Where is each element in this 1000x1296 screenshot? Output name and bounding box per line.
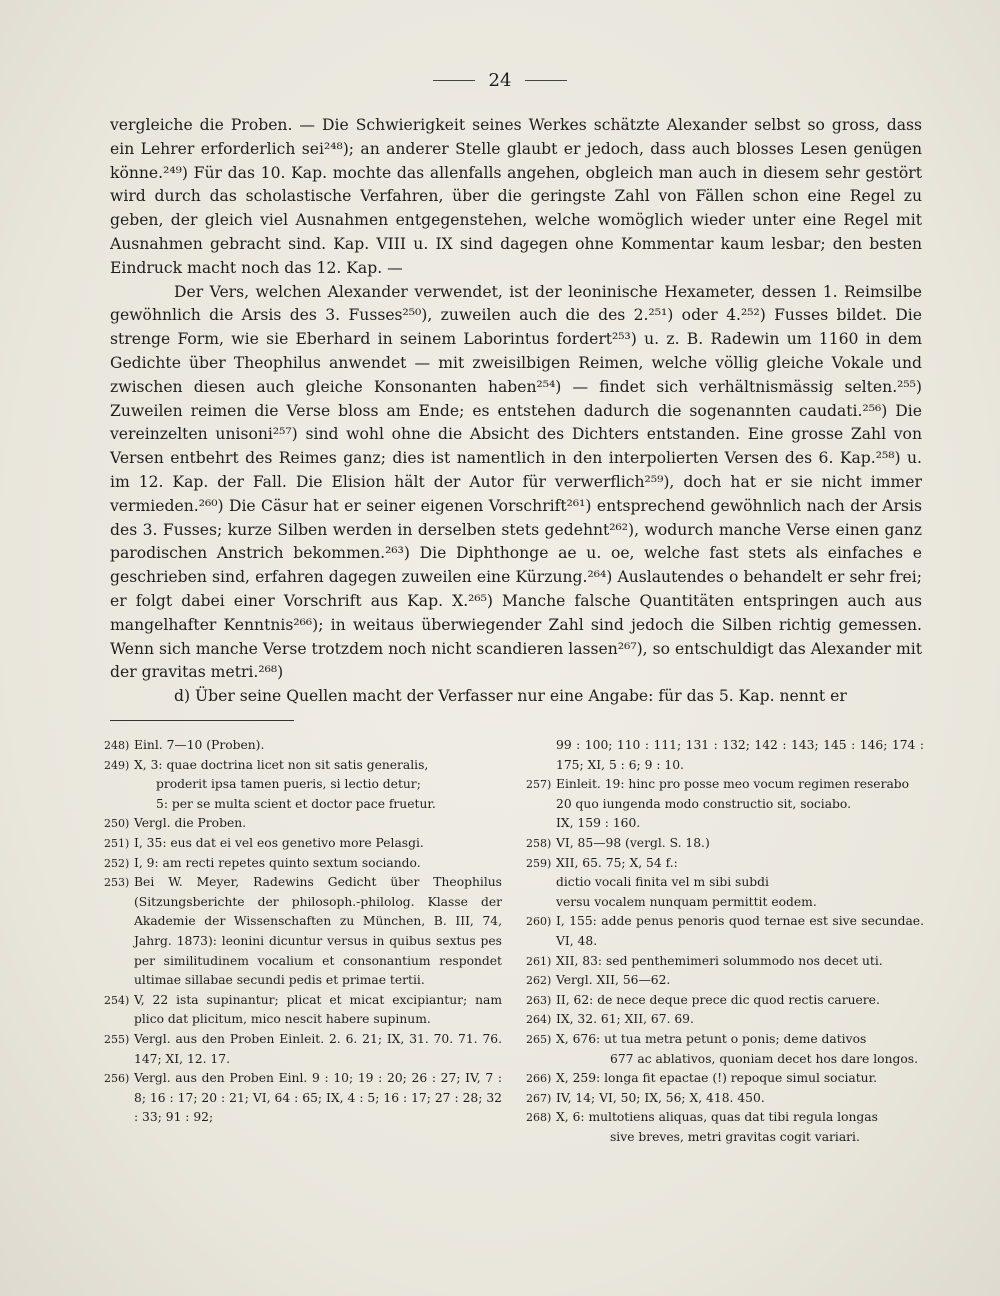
footnote-263	[526, 991, 924, 1011]
footnote-text: Vergl. aus den Proben Einl. 9 : 10; 19 : 20; 26 : 27; IV, 7 : 8; 16 : 17; 20 : 21; VI, 64 : 65; IX, 4 : 5; 16 : 17; 27 : 28; 32 : 33; 91 : 92;	[134, 1071, 502, 1125]
footnote-259	[526, 854, 924, 913]
footnote-text: IX, 32. 61; XII, 67. 69.	[556, 1012, 694, 1027]
footnote-256-continuation: 99 : 100; 110 : 111; 131 : 132; 142 : 143; 145 : 146; 174 : 175; XI, 5 : 6; 9 : 10.	[556, 738, 924, 772]
footnote-267	[526, 1089, 924, 1109]
footnote-text: X, 676: ut tua metra petunt o ponis; deme dativos	[556, 1031, 867, 1046]
footnote-text: I, 35: eus dat ei vel eos genetivo more Pelasgi.	[134, 835, 424, 850]
footnote-number: 254)	[104, 993, 130, 1007]
footnote-266	[526, 1069, 924, 1089]
footnote-262	[526, 971, 924, 991]
footnote-268	[526, 1108, 924, 1147]
footnote-253	[104, 873, 502, 991]
footnote-265	[526, 1030, 924, 1069]
footnote-number: 267)	[526, 1091, 552, 1105]
footnote-number: 256)	[104, 1072, 130, 1086]
footnote-number: 248)	[104, 739, 130, 752]
footnote-number: 255)	[104, 1032, 130, 1046]
footnote-text: I, 155: adde penus penoris quod ternae est sive secundae. VI, 48.	[556, 914, 924, 948]
footnote-256	[104, 1069, 502, 1128]
footnote-number: 265)	[526, 1032, 552, 1046]
footnote-text: V, 22 ista supinantur; plicat et micat excipiantur; nam plico dat plicitum, mico nescit habere supinum.	[134, 992, 502, 1027]
footnote-verse-line: 20 quo iungenda modo constructio sit, sociabo.	[556, 796, 852, 811]
body-paragraph-3: d) Über seine Quellen macht der Verfasser nur eine Angabe: für das 5. Kap. nennt er	[174, 687, 847, 706]
footnote-261	[526, 952, 924, 972]
header-rule-right	[525, 80, 567, 81]
page-header	[0, 70, 1000, 91]
footnote-verse-line: proderit ipsa tamen pueris, si lectio detur;	[156, 777, 421, 792]
footnote-text: Bei W. Meyer, Radewins Gedicht über Theophilus (Sitzungsberichte der philosoph.-philolog. Klasse der Akademie der Wissenschaften zu München, B. III, 74, Jahrg. 1873): leonini dicuntur versus in quibus sextus pes per similitudinem vocalium et consonantium respondet ultimae sillabae secundi pedis et primae tertii.	[134, 875, 502, 988]
page-number: 24	[488, 70, 512, 91]
footnote-text: I, 9: am recti repetes quinto sextum sociando.	[134, 855, 421, 870]
footnote-number: 253)	[104, 876, 130, 890]
main-text	[110, 114, 922, 709]
footnote-number: 259)	[526, 856, 552, 870]
footnote-number: 257)	[526, 778, 552, 792]
footnote-text: XII, 65. 75; X, 54 f.:	[556, 855, 678, 870]
footnote-rule	[110, 720, 294, 721]
footnote-number: 250)	[104, 817, 130, 831]
footnote-number: 268)	[526, 1111, 552, 1125]
footnote-252	[104, 854, 502, 874]
body-paragraph-2: Der Vers, welchen Alexander verwendet, ist der leoninische Hexameter, dessen 1. Reimsilbe gewöhnlich die Arsis des 3. Fusses²⁵⁰), zuweilen auch die des 2.²⁵¹) oder 4.²⁵²) Fusses bildet. Die strenge Form, wie sie Eberhard in seinem Laborintus fordert²⁵³) u. z. B. Radewin um 1160 in dem Gedichte über Theophilus anwendet — mit zweisilbigen Reimen, welche völlig gleiche Vokale und zwischen diesen auch gleiche Konsonanten haben²⁵⁴) — findet sich verhältnismässig selten.²⁵⁵) Zuweilen reimen die Verse bloss am Ende; es entstehen dadurch die sogenannten caudati.²⁵⁶) Die vereinzelten unisoni²⁵⁷) sind wohl ohne die Absicht des Dichters entstanden. Eine grosse Zahl von Versen entbehrt des Reimes ganz; dies ist namentlich in den interpolierten Versen des 6. Kap.²⁵⁸) u. im 12. Kap. der Fall. Die Elision hält der Autor für verwerflich²⁵⁹), doch hat er sie nicht immer vermieden.²⁶⁰) Die Cäsur hat er seiner eigenen Vorschrift²⁶¹) entsprechend gewöhnlich nach der Arsis des 3. Fusses; kurze Silben werden in derselben stets gedehnt²⁶²), wodurch manche Verse einen ganz parodischen Anstrich bekommen.²⁶³) Die Diphthonge ae u. oe, welche fast stets als einfaches e geschrieben sind, erfahren dagegen zuweilen eine Kürzung.²⁶⁴) Auslautendes o behandelt er sehr frei; er folgt dabei einer Vorschrift aus Kap. X.²⁶⁵) Manche falsche Quantitäten entspringen auch aus mangelhafter Kenntnis²⁶⁶); in weitaus überwiegender Zahl sind jedoch die Silben richtig gemessen. Wenn sich manche Verse trotzdem noch nicht scandieren lassen²⁶⁷), so entschuldigt das Alexander mit der gravitas metri.²⁶⁸)	[110, 282, 922, 682]
footnote-text: Vergl. XII, 56—62.	[556, 973, 671, 988]
header-rule-left	[433, 80, 475, 81]
footnote-248	[104, 736, 502, 756]
footnote-264	[526, 1010, 924, 1030]
footnote-251	[104, 834, 502, 854]
footnote-250	[104, 814, 502, 834]
footnote-number: 258)	[526, 836, 552, 850]
footnote-249	[104, 756, 502, 815]
footnote-text: Einl. 7—10 (Proben).	[134, 738, 265, 752]
footnote-260	[526, 912, 924, 951]
footnote-text: Einleit. 19: hinc pro posse meo vocum regimen reserabo	[556, 777, 910, 792]
footnote-text: Vergl. aus den Proben Einleit. 2. 6. 21; IX, 31. 70. 71. 76. 147; XI, 12. 17.	[134, 1031, 502, 1066]
footnote-text: XII, 83: sed penthemimeri solummodo nos decet uti.	[556, 953, 883, 968]
footnote-text: Vergl. die Proben.	[134, 816, 247, 831]
footnote-verse-line: dictio vocali finita vel m sibi subdi	[556, 875, 769, 890]
footnotes-left-column	[104, 736, 502, 1128]
footnote-verse-line: IX, 159 : 160.	[556, 816, 641, 831]
footnote-number: 260)	[526, 915, 552, 929]
footnote-verse-line: versu vocalem nunquam permittit eodem.	[556, 894, 817, 909]
footnote-text: IV, 14; VI, 50; IX, 56; X, 418. 450.	[556, 1090, 765, 1105]
footnote-verse-line: 677 ac ablativos, quoniam decet hos dare longos.	[610, 1051, 918, 1066]
footnote-number: 264)	[526, 1013, 552, 1027]
footnote-verse-line: sive breves, metri gravitas cogit variari.	[610, 1129, 860, 1144]
footnote-text: X, 259: longa fit epactae (!) repoque simul sociatur.	[556, 1071, 878, 1086]
footnote-257	[526, 775, 924, 834]
footnote-254	[104, 991, 502, 1030]
footnote-number: 266)	[526, 1072, 552, 1086]
footnote-text: II, 62: de nece deque prece dic quod rectis caruere.	[556, 992, 880, 1007]
footnote-text: VI, 85—98 (vergl. S. 18.)	[556, 835, 710, 850]
footnote-text: X, 3: quae doctrina licet non sit satis generalis,	[134, 757, 429, 772]
footnote-number: 261)	[526, 954, 552, 968]
footnotes-right-column	[526, 736, 924, 1147]
footnote-255	[104, 1030, 502, 1069]
footnote-text: X, 6: multotiens aliquas, quas dat tibi regula longas	[556, 1110, 878, 1125]
footnote-number: 263)	[526, 993, 552, 1007]
body-paragraph-1: vergleiche die Proben. — Die Schwierigkeit seines Werkes schätzte Alexander selbst so gross, dass ein Lehrer erforderlich sei²⁴⁸); an anderer Stelle glaubt er jedoch, dass auch blosses Lesen genügen könne.²⁴⁹) Für das 10. Kap. mochte das allenfalls angehen, obgleich man auch in diesem sehr gestört wird durch das scholastische Verfahren, über die geringste Zahl von Fällen schon eine Regel zu geben, der gleich viel Ausnahmen entgegenstehen, welche womöglich wieder unter eine Regel mit Ausnahmen gebracht sind. Kap. VIII u. IX sind dagegen ohne Kommentar kaum lesbar; den besten Eindruck macht noch das 12. Kap. —	[110, 116, 922, 277]
footnote-number: 251)	[104, 836, 130, 850]
footnote-258	[526, 834, 924, 854]
footnote-verse-line: 5: per se multa scient et doctor pace fruetur.	[156, 796, 436, 811]
footnote-number: 249)	[104, 758, 130, 772]
footnote-number: 252)	[104, 856, 130, 870]
footnote-number: 262)	[526, 974, 552, 988]
